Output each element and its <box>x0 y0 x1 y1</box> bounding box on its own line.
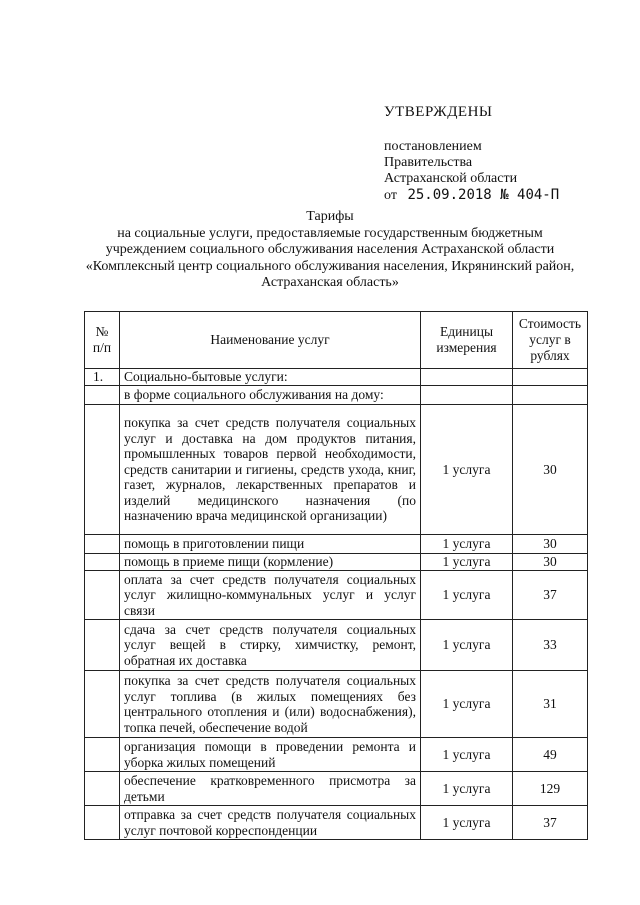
row-num <box>85 772 120 806</box>
row-unit: 1 услуга <box>421 535 513 554</box>
row-unit: 1 услуга <box>421 738 513 772</box>
table-row <box>85 738 588 772</box>
tariff-table <box>84 311 588 840</box>
row-num: 1. <box>85 369 120 386</box>
table-row <box>85 571 588 620</box>
table-row <box>85 369 588 386</box>
table-row <box>85 806 588 840</box>
approval-date-line <box>384 187 624 204</box>
row-name: отправка за счет средств получателя социальных услуг почтовой корреспонденции <box>120 806 421 840</box>
approval-line-1: постановлением <box>384 139 482 154</box>
row-num <box>85 571 120 620</box>
row-price: 129 <box>513 772 588 806</box>
row-num <box>85 738 120 772</box>
table-row <box>85 554 588 571</box>
row-price: 30 <box>513 535 588 554</box>
approval-block <box>384 104 624 204</box>
row-price: 30 <box>513 554 588 571</box>
row-name: помощь в приеме пищи (кормление) <box>120 554 421 571</box>
table-row <box>85 535 588 554</box>
row-price <box>513 386 588 405</box>
row-price: 31 <box>513 671 588 738</box>
header-num: № п/п <box>85 312 120 369</box>
row-num <box>85 554 120 571</box>
row-num <box>85 535 120 554</box>
row-price: 49 <box>513 738 588 772</box>
row-unit: 1 услуга <box>421 806 513 840</box>
table-row <box>85 405 588 535</box>
heading-title: Тарифы <box>306 209 354 224</box>
row-unit: 1 услуга <box>421 405 513 535</box>
row-num <box>85 620 120 671</box>
row-price: 37 <box>513 806 588 840</box>
row-name: организация помощи в проведении ремонта и уборка жилых помещений <box>120 738 421 772</box>
row-price: 33 <box>513 620 588 671</box>
row-name: сдача за счет средств получателя социальных услуг вещей в стирку, химчистку, ремонт, обратная их доставка <box>120 620 421 671</box>
row-name: помощь в приготовлении пищи <box>120 535 421 554</box>
row-price: 30 <box>513 405 588 535</box>
row-unit: 1 услуга <box>421 620 513 671</box>
row-name: покупка за счет средств получателя социальных услуг топлива (в жилых помещениях без центрального отопления и (или) водоснабжения), топка печей, обеспечение водой <box>120 671 421 738</box>
row-unit <box>421 369 513 386</box>
header-unit: Единицы измерения <box>421 312 513 369</box>
approval-line-3: Астраханской области <box>384 171 518 186</box>
date-prefix: от <box>384 188 397 203</box>
header-name: Наименование услуг <box>120 312 421 369</box>
row-num <box>85 405 120 535</box>
row-price <box>513 369 588 386</box>
table-row <box>85 620 588 671</box>
document-heading <box>80 209 580 292</box>
row-num <box>85 386 120 405</box>
row-unit: 1 услуга <box>421 671 513 738</box>
approval-title: УТВЕРЖДЕНЫ <box>384 104 493 120</box>
row-num <box>85 806 120 840</box>
row-unit <box>421 386 513 405</box>
approval-line-2: Правительства <box>384 155 473 170</box>
table-row <box>85 671 588 738</box>
row-name: обеспечение кратковременного присмотра за детьми <box>120 772 421 806</box>
row-name: оплата за счет средств получателя социальных услуг жилищно-коммунальных услуг и услуг связи <box>120 571 421 620</box>
decree-date-number: 25.09.2018 № 404-П <box>407 187 560 203</box>
row-name: Социально-бытовые услуги: <box>120 369 421 386</box>
row-name: покупка за счет средств получателя социальных услуг и доставка на дом продуктов питания, промышленных товаров первой необходимости, средств санитарии и гигиены, средств ухода, книг, газет, журналов, лекарственных препаратов и изделий медицинского назначения (по назначению врача медицинской организации) <box>120 405 421 535</box>
row-unit: 1 услуга <box>421 571 513 620</box>
table-row <box>85 386 588 405</box>
row-price: 37 <box>513 571 588 620</box>
row-unit: 1 услуга <box>421 772 513 806</box>
header-price: Стоимость услуг в рублях <box>513 312 588 369</box>
row-unit: 1 услуга <box>421 554 513 571</box>
table-row <box>85 772 588 806</box>
row-name: в форме социального обслуживания на дому: <box>120 386 421 405</box>
heading-text: на социальные услуги, предоставляемые государственным бюджетным учреждением социального обслуживания населения Астраханской области «Комплексный центр социального обслуживания населения, Икрянинский район, Астраханская область» <box>85 225 575 290</box>
row-num <box>85 671 120 738</box>
table-header-row <box>85 312 588 369</box>
